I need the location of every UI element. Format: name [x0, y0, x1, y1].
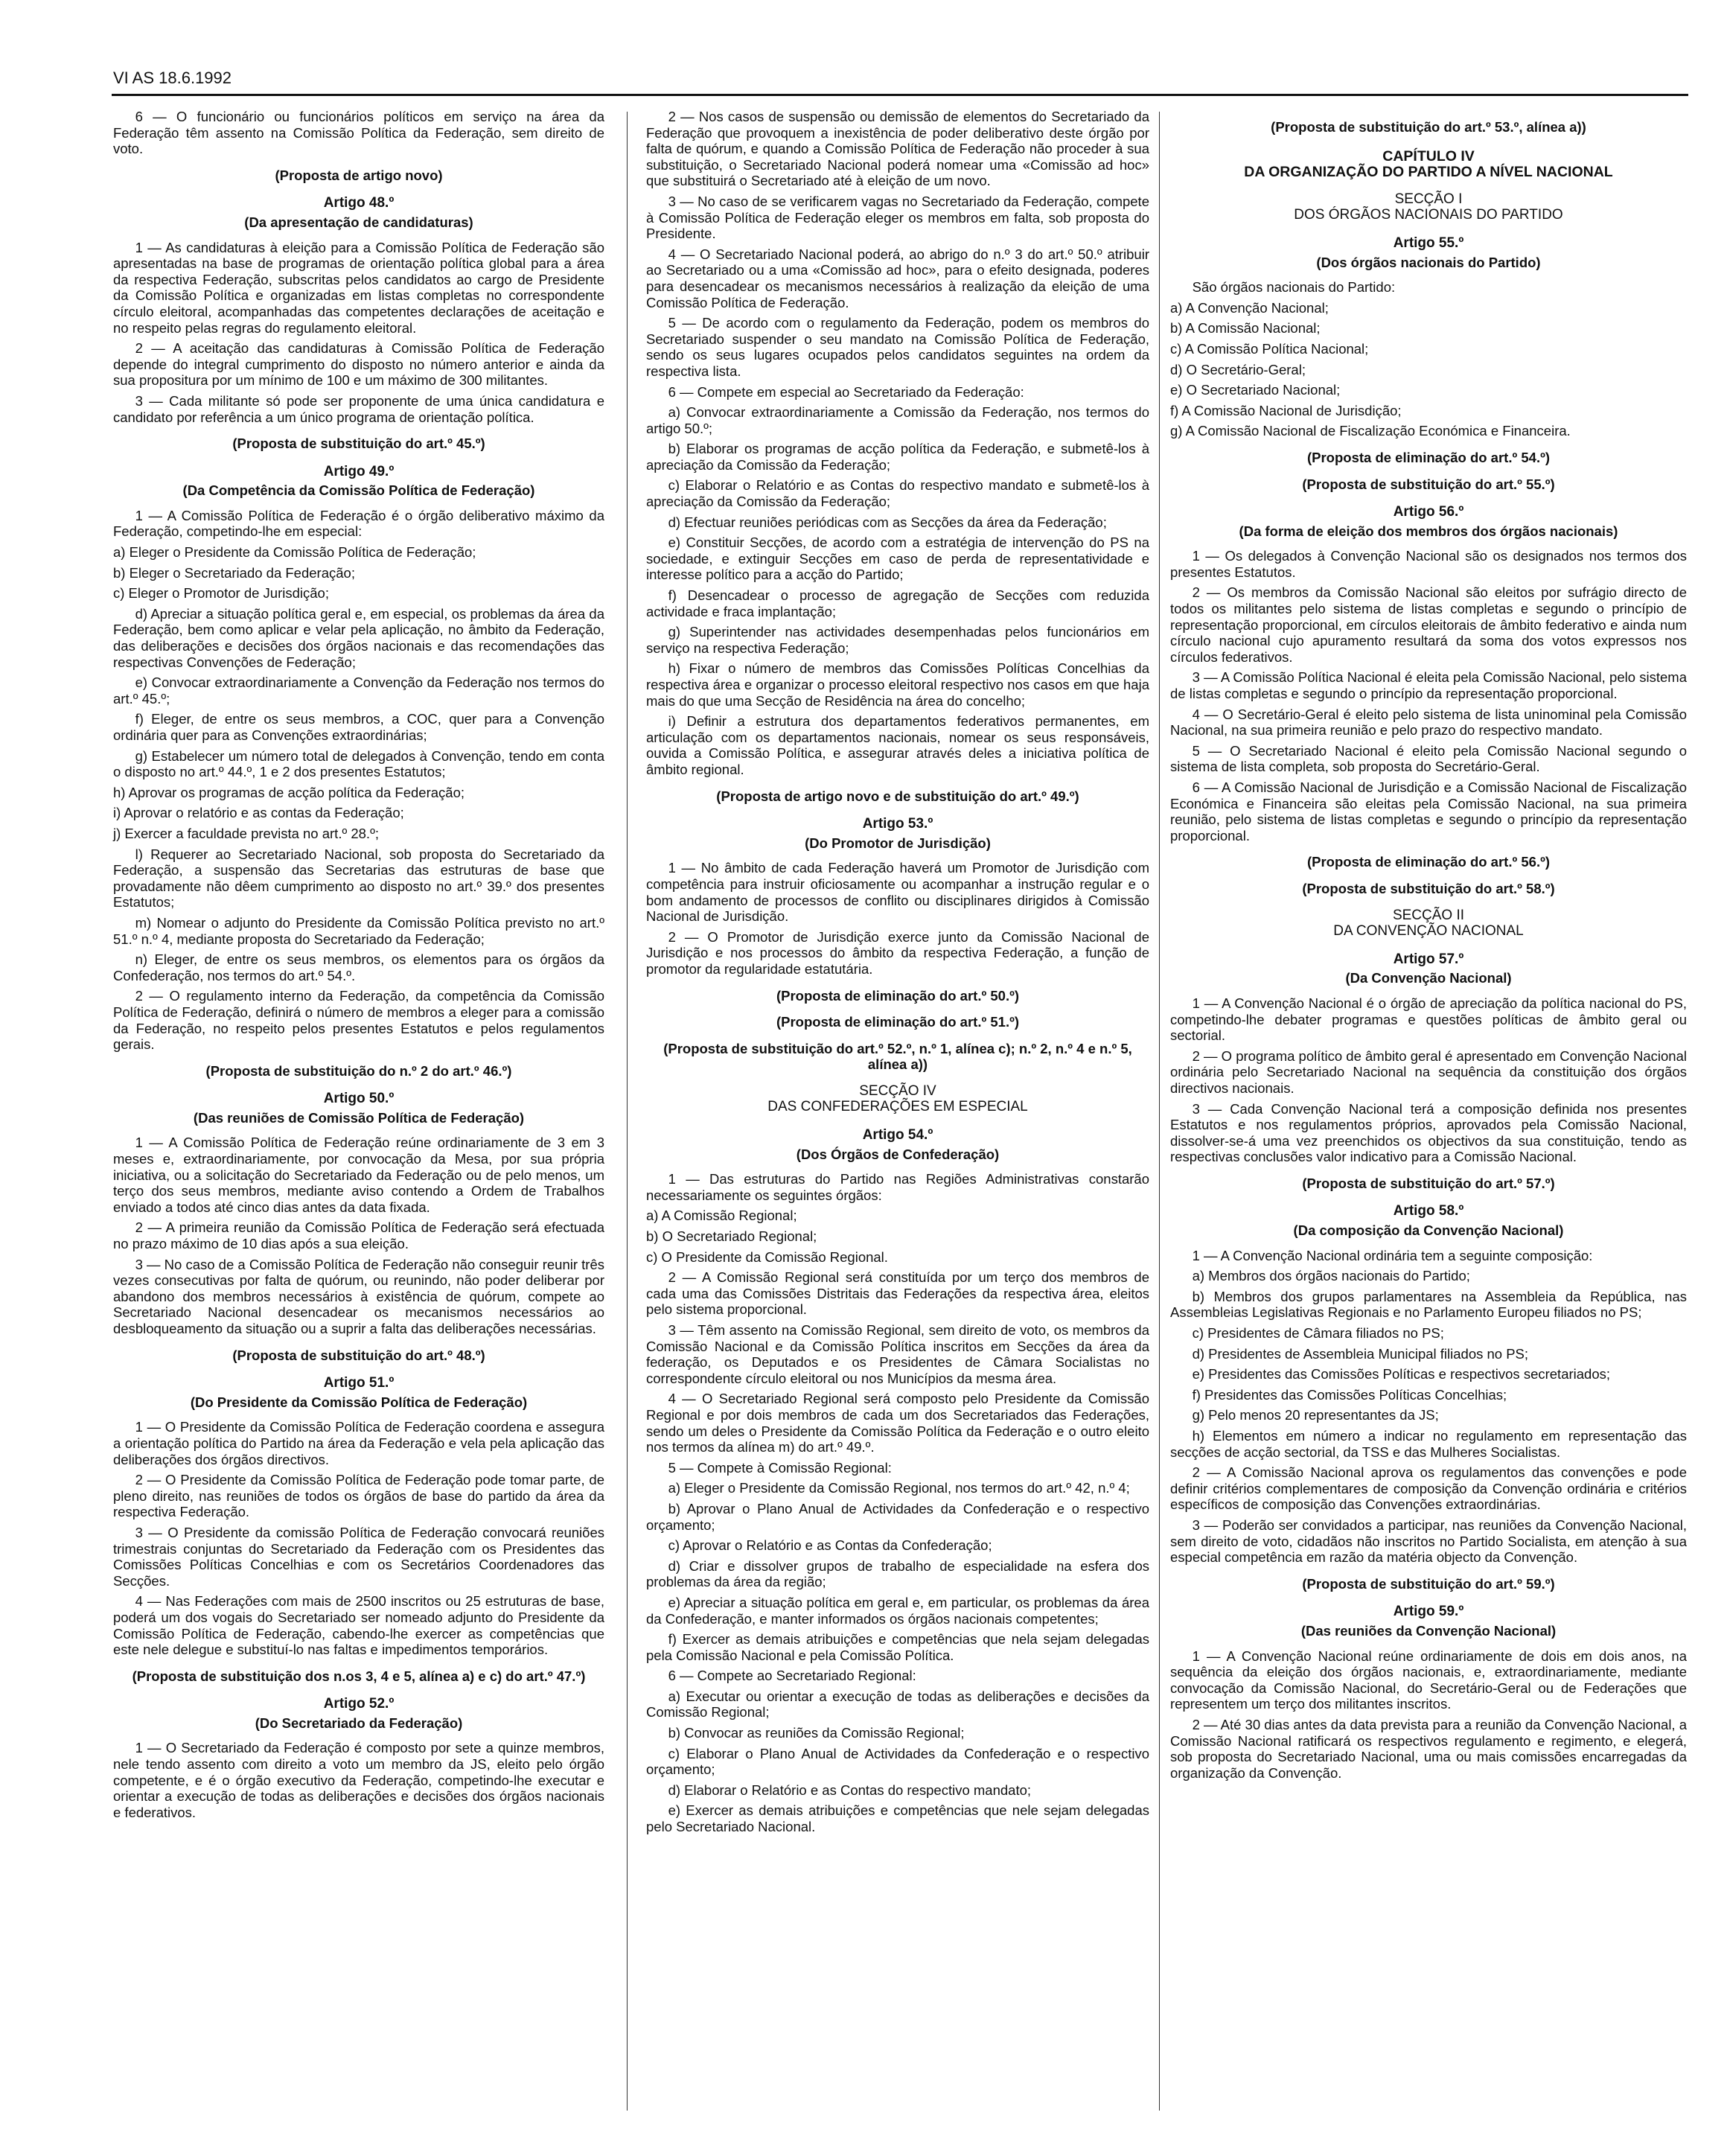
- list-item: b) A Comissão Nacional;: [1170, 320, 1321, 337]
- section-title: SECÇÃO IV: [859, 1082, 936, 1099]
- list-item: c) Eleger o Promotor de Jurisdição;: [113, 585, 329, 602]
- paragraph: 1 — Os delegados à Convenção Nacional são os designados nos termos dos presentes Estatutos.: [1170, 548, 1687, 580]
- paragraph: d) Presidentes de Assembleia Municipal filiados no PS;: [1192, 1345, 1529, 1362]
- paragraph: 1 — A Comissão Política de Federação reúne ordinariamente de 3 em 3 meses e, extraordinariamente, por convocação da Mesa, por sua própria iniciativa, ou a solicitação do Secretariado da Federação ou de pelo menos, um terço dos seus membros, mediante aviso contendo a Ordem de Trabalhos enviado a todos até cinco dias antes da data fixada.: [113, 1135, 604, 1215]
- paragraph: f) Exercer as demais atribuições e competências que nela sejam delegadas pela Comissão Nacional e pela Comissão Política.: [646, 1631, 1149, 1663]
- paragraph: f) Desencadear o processo de agregação de Secções com reduzida actividade e fraca implantação;: [646, 587, 1149, 619]
- paragraph: 6 — A Comissão Nacional de Jurisdição e a Comissão Nacional de Fiscalização Económica e Financeira são eleitas pela Comissão Nacional, na sua primeira reunião, pelo sistema de listas completas e segundo o princípio da representação proporcional.: [1170, 779, 1687, 843]
- proposal-heading: (Proposta de substituição do art.º 45.º): [232, 436, 485, 452]
- article-title: Artigo 55.º: [1393, 235, 1464, 251]
- article-subtitle: (Da Competência da Comissão Política de Federação): [182, 482, 535, 499]
- text-column-1: [113, 109, 604, 1825]
- paragraph: 6 — Compete ao Secretariado Regional:: [668, 1668, 916, 1684]
- column-divider: [1159, 112, 1160, 2111]
- paragraph: 4 — Nas Federações com mais de 2500 inscritos ou 25 estruturas de base, poderá um dos vogais do Secretariado ser nomeado adjunto do Presidente da Comissão Política de Federação, cabendo-lhe exercer as competências que este nele delegue e substituí-lo nas faltas e impedimentos temporários.: [113, 1593, 604, 1658]
- paragraph: 1 — No âmbito de cada Federação haverá um Promotor de Jurisdição com competência para instruir oficiosamente ou acompanhar a instrução regular e o bom andamento de processos de conflito ou disciplinares dirigidos à Comissão Nacional de Jurisdição.: [646, 860, 1149, 925]
- paragraph: d) Criar e dissolver grupos de trabalho de especialidade na esfera dos problemas da área da região;: [646, 1557, 1149, 1590]
- proposal-heading: (Proposta de substituição dos n.os 3, 4 e 5, alínea a) e c) do art.º 47.º): [132, 1668, 586, 1684]
- paragraph: i) Definir a estrutura dos departamentos federativos permanentes, em articulação com os departamentos nacionais, nomear os seus responsáveis, ouvida a Comissão Política, e assegurar através deles a iniciativa política de âmbito regional.: [646, 713, 1149, 777]
- paragraph: São órgãos nacionais do Partido:: [1192, 279, 1396, 296]
- paragraph: 3 — No caso de a Comissão Política de Federação não conseguir reunir três vezes consecutivas por falta de quórum, ou reunindo, não poder deliberar por abandono dos membros necessários à existência de quórum, compete ao Secretariado Nacional desencadear os mecanismos necessários ao desbloqueamento da situação ou a suprir a falta das deliberações necessárias.: [113, 1256, 604, 1336]
- list-item: a) Eleger o Presidente da Comissão Política de Federação;: [113, 544, 476, 561]
- article-title: Artigo 56.º: [1393, 504, 1464, 520]
- list-item: e) O Secretariado Nacional;: [1170, 382, 1341, 398]
- proposal-heading: (Proposta de eliminação do art.º 56.º): [1306, 854, 1551, 870]
- list-item: d) O Secretário-Geral;: [1170, 361, 1306, 377]
- section-title: SECÇÃO I: [1394, 191, 1463, 207]
- paragraph: 3 — No caso de se verificarem vagas no Secretariado da Federação, compete à Comissão Política de Federação eleger os membros em falta, sob proposta do Presidente.: [646, 193, 1149, 242]
- paragraph: g) Superintender nas actividades desempenhadas pelos funcionários em serviço na respectiva Federação;: [646, 624, 1149, 656]
- paragraph: 5 — O Secretariado Nacional é eleito pela Comissão Nacional segundo o sistema de lista completa, sob proposta do Secretário-Geral.: [1170, 742, 1687, 775]
- paragraph: 6 — O funcionário ou funcionários políticos em serviço na área da Federação têm assento na Comissão Política da Federação, sem direito de voto.: [113, 109, 604, 157]
- paragraph: 2 — O programa político de âmbito geral é apresentado em Convenção Nacional ordinária pelo Secretariado Nacional na sequência da constituição dos órgãos directivos nacionais.: [1170, 1047, 1687, 1096]
- proposal-heading: (Proposta de eliminação do art.º 50.º): [776, 987, 1020, 1004]
- proposal-heading: (Proposta de eliminação do art.º 54.º): [1306, 449, 1551, 465]
- page-header: VI AS 18.6.1992: [113, 68, 232, 87]
- paragraph: b) Elaborar os programas de acção política da Federação, e submetê-los à apreciação da Comissão da Federação;: [646, 441, 1149, 473]
- paragraph: m) Nomear o adjunto do Presidente da Comissão Política previsto no art.º 51.º n.º 4, mediante proposta do Secretariado da Federação;: [113, 914, 604, 947]
- paragraph: e) Presidentes das Comissões Políticas e respectivos secretariados;: [1192, 1366, 1611, 1382]
- paragraph: 3 — Cada militante só pode ser proponente de uma única candidatura e candidato por referência a um único programa de orientação política.: [113, 392, 604, 425]
- paragraph: b) Aprovar o Plano Anual de Actividades da Confederação e o respectivo orçamento;: [646, 1500, 1149, 1533]
- section-subtitle: DOS ÓRGÃOS NACIONAIS DO PARTIDO: [1294, 207, 1563, 223]
- paragraph: h) Elementos em número a indicar no regulamento em representação das secções de acção sectorial, da TSS e das Mulheres Socialistas.: [1170, 1428, 1687, 1460]
- list-item: a) A Comissão Regional;: [646, 1208, 797, 1224]
- article-subtitle: (Das reuniões de Comissão Política de Federação): [193, 1109, 525, 1126]
- paragraph: g) Estabelecer um número total de delegados à Convenção, tendo em conta o disposto no art.º 44.º, 1 e 2 dos presentes Estatutos;: [113, 747, 604, 780]
- proposal-heading: (Proposta de eliminação do art.º 51.º): [776, 1014, 1020, 1030]
- paragraph: a) Membros dos órgãos nacionais do Partido;: [1192, 1268, 1470, 1284]
- paragraph: f) Eleger, de entre os seus membros, a COC, quer para a Convenção ordinária quer para as Convenções extraordinárias;: [113, 711, 604, 743]
- paragraph: 1 — A Convenção Nacional é o órgão de apreciação da política nacional do PS, competindo-lhe debater programas e questões políticas de âmbito geral ou sectorial.: [1170, 995, 1687, 1044]
- paragraph: 2 — A primeira reunião da Comissão Política de Federação será efectuada no prazo máximo de 10 dias após a sua eleição.: [113, 1219, 604, 1252]
- paragraph: 2 — A Comissão Nacional aprova os regulamentos das convenções e pode definir critérios complementares de composição da Convenção ordinária e critérios específicos de composição das Convenções extraordinárias.: [1170, 1464, 1687, 1513]
- list-item: f) A Comissão Nacional de Jurisdição;: [1170, 402, 1402, 418]
- paragraph: 3 — O Presidente da comissão Política de Federação convocará reuniões trimestrais conjuntas do Secretariado da Federação com os Presidentes das Comissões Políticas Concelhias e com os Secretários Coordenadores das Secções.: [113, 1524, 604, 1589]
- paragraph: b) Convocar as reuniões da Comissão Regional;: [668, 1725, 965, 1741]
- list-item: c) A Comissão Política Nacional;: [1170, 340, 1369, 357]
- text-column-3: [1170, 109, 1687, 1785]
- article-title: Artigo 49.º: [323, 463, 395, 479]
- paragraph: 1 — A Convenção Nacional reúne ordinariamente de dois em dois anos, na sequência da eleição dos órgãos nacionais, e, extraordinariamente, mediante convocação da Comissão Nacional, do Secretário-Geral ou de Federações que representem um terço dos militantes inscritos.: [1170, 1648, 1687, 1712]
- text-column-2: [646, 109, 1149, 1840]
- paragraph: 1 — O Secretariado da Federação é composto por sete a quinze membros, nele tendo assento com direito a voto um membro da JS, eleito pelo órgão competente, e é o órgão executivo da Federação, competindo-lhe executar e orientar a execução de todas as deliberações e decisões dos órgãos nacionais e federativos.: [113, 1740, 604, 1820]
- proposal-heading: (Proposta de substituição do art.º 48.º): [232, 1347, 485, 1363]
- chapter-title: CAPÍTULO IV: [1382, 147, 1475, 165]
- article-subtitle: (Da composição da Convenção Nacional): [1293, 1222, 1564, 1239]
- paragraph: c) Elaborar o Relatório e as Contas do respectivo mandato e submetê-los à apreciação da Comissão da Federação;: [646, 477, 1149, 510]
- paragraph: 2 — O Presidente da Comissão Política de Federação pode tomar parte, de pleno direito, nas reuniões de todos os órgãos de base do partido da área da respectiva Federação.: [113, 1472, 604, 1520]
- article-title: Artigo 51.º: [323, 1375, 395, 1391]
- article-title: Artigo 50.º: [323, 1091, 395, 1107]
- column-divider: [627, 112, 628, 2111]
- paragraph: l) Requerer ao Secretariado Nacional, sob proposta do Secretariado da Federação, a suspensão das Secretarias das estruturas de base que provadamente não dêem cumprimento ao disposto no art.º 39.º dos presentes Estatutos;: [113, 846, 604, 910]
- paragraph: 1 — A Convenção Nacional ordinária tem a seguinte composição:: [1192, 1247, 1593, 1263]
- paragraph: 4 — O Secretário-Geral é eleito pelo sistema de lista uninominal pela Comissão Nacional, na sua primeira reunião e pelo prazo do respectivo mandato.: [1170, 706, 1687, 739]
- section-subtitle: DAS CONFEDERAÇÕES EM ESPECIAL: [767, 1099, 1028, 1115]
- article-title: Artigo 53.º: [862, 816, 933, 832]
- paragraph: 3 — A Comissão Política Nacional é eleita pela Comissão Nacional, pelo sistema de listas completas e segundo o princípio da representação proporcional.: [1170, 669, 1687, 702]
- article-subtitle: (Da apresentação de candidaturas): [244, 214, 473, 230]
- article-subtitle: (Das reuniões da Convenção Nacional): [1300, 1622, 1557, 1639]
- paragraph: e) Apreciar a situação política em geral e, em particular, os problemas da área da Confederação, e manter informados os órgãos nacionais competentes;: [646, 1594, 1149, 1627]
- chapter-subtitle: DA ORGANIZAÇÃO DO PARTIDO A NÍVEL NACIONAL: [1244, 164, 1613, 181]
- list-item: b) O Secretariado Regional;: [646, 1228, 817, 1245]
- article-subtitle: (Da forma de eleição dos membros dos órgãos nacionais): [1239, 523, 1618, 539]
- paragraph: 2 — Até 30 dias antes da data prevista para a reunião da Convenção Nacional, a Comissão Nacional ratificará os respectivos regulamento e regimento, e elegerá, sob proposta do Secretariado Nacional, uma ou mais comissões encarregadas da organização da Convenção.: [1170, 1716, 1687, 1781]
- paragraph: g) Pelo menos 20 representantes da JS;: [1192, 1407, 1439, 1423]
- paragraph: 5 — De acordo com o regulamento da Federação, podem os membros do Secretariado suspender o seu mandato na Comissão Política de Federação, sendo os seus lugares ocupados pelos candidatos seguintes na ordem da respectiva lista.: [646, 315, 1149, 379]
- proposal-heading: (Proposta de substituição do art.º 55.º): [1302, 476, 1555, 492]
- paragraph: 5 — Compete à Comissão Regional:: [668, 1459, 892, 1476]
- paragraph: 1 — As candidaturas à eleição para a Comissão Política de Federação são apresentadas na base de programas de orientação política global para a área da respectiva Federação, subscritas pelos candidatos ao cargo de Presidente da Comissão Política e organizadas em listas completas no correspondente círculo eleitoral, acompanhadas das competentes declarações de aceitação e no respeito pelas regras do regulamento eleitoral.: [113, 239, 604, 336]
- paragraph: 2 — A Comissão Regional será constituída por um terço dos membros de cada uma das Comissões Distritais das Federações da respectiva área, eleitos pelo sistema proporcional.: [646, 1269, 1149, 1318]
- article-subtitle: (Do Secretariado da Federação): [255, 1715, 463, 1731]
- paragraph: h) Fixar o número de membros das Comissões Políticas Concelhias da respectiva área e organizar o processo eleitoral respectivo nos casos em que haja mais do que uma Secção de Residência na área do concelho;: [646, 660, 1149, 709]
- paragraph: e) Constituir Secções, de acordo com a estratégia de intervenção do PS na sociedade, e extinguir Secções em caso de perda de representatividade e interesse político para a acção do Partido;: [646, 535, 1149, 583]
- list-item: h) Aprovar os programas de acção política da Federação;: [113, 784, 465, 800]
- paragraph: 2 — A aceitação das candidaturas à Comissão Política de Federação depende do integral cumprimento do disposto no número anterior e ainda da sua propositura por um mínimo de 100 e um máximo de 300 militantes.: [113, 340, 604, 389]
- article-subtitle: (Da Convenção Nacional): [1345, 970, 1512, 986]
- article-subtitle: (Dos Órgãos de Confederação): [796, 1146, 1000, 1162]
- paragraph: d) Apreciar a situação política geral e, em especial, os problemas da área da Federação, bem como aplicar e velar pela aplicação, no âmbito da Federação, das deliberações e decisões dos órgãos nacionais e das recomendações das respectivas Convenções de Federação;: [113, 605, 604, 670]
- article-title: Artigo 54.º: [862, 1127, 933, 1144]
- paragraph: a) Eleger o Presidente da Comissão Regional, nos termos do art.º 42, n.º 4;: [668, 1480, 1130, 1496]
- paragraph: f) Presidentes das Comissões Políticas Concelhias;: [1192, 1386, 1507, 1403]
- proposal-heading: (Proposta de substituição do art.º 57.º): [1302, 1175, 1555, 1191]
- article-title: Artigo 59.º: [1393, 1604, 1464, 1620]
- proposal-heading: (Proposta de substituição do art.º 53.º, alínea a)): [1271, 119, 1586, 135]
- list-item: j) Exercer a faculdade prevista no art.º 28.º;: [113, 825, 379, 841]
- paragraph: 2 — O Promotor de Jurisdição exerce junto da Comissão Nacional de Jurisdição e nos processos do âmbito da respectiva Federação, a função de promotor da regularidade estatutária.: [646, 928, 1149, 977]
- paragraph: 2 — O regulamento interno da Federação, da competência da Comissão Política de Federação, definirá o número de membros a eleger para a comissão da Federação, no respeito pelos presentes Estatutos e pelos regulamentos gerais.: [113, 988, 604, 1053]
- article-title: Artigo 57.º: [1393, 951, 1464, 967]
- list-item: c) O Presidente da Comissão Regional.: [646, 1248, 888, 1265]
- paragraph: e) Exercer as demais atribuições e competências que nele sejam delegadas pelo Secretariado Nacional.: [646, 1802, 1149, 1835]
- paragraph: d) Elaborar o Relatório e as Contas do respectivo mandato;: [668, 1782, 1032, 1798]
- paragraph: 1 — O Presidente da Comissão Política de Federação coordena e assegura a orientação política do Partido na área da Federação e vela pela aplicação das deliberações dos órgãos directivos.: [113, 1419, 604, 1467]
- paragraph: 4 — O Secretariado Regional será composto pelo Presidente da Comissão Regional e por dois membros de cada um dos Secretariados das Federações, sendo um deles o Presidente da Comissão Política da Federação e o outro eleito nos termos da alínea m) do art.º 49.º.: [646, 1391, 1149, 1455]
- list-item: a) A Convenção Nacional;: [1170, 299, 1329, 316]
- header-rule: [112, 94, 1688, 96]
- paragraph: a) Executar ou orientar a execução de todas as deliberações e decisões da Comissão Regional;: [646, 1688, 1149, 1720]
- article-title: Artigo 48.º: [323, 195, 395, 211]
- section-subtitle: DA CONVENÇÃO NACIONAL: [1333, 923, 1524, 940]
- article-title: Artigo 52.º: [323, 1696, 395, 1712]
- proposal-heading: (Proposta de artigo novo e de substituição do art.º 49.º): [716, 788, 1079, 804]
- list-item: g) A Comissão Nacional de Fiscalização Económica e Financeira.: [1170, 423, 1571, 439]
- paragraph: 2 — Nos casos de suspensão ou demissão de elementos do Secretariado da Federação que provoquem a inexistência de poder deliberativo deste órgão por falta de quórum, e quando a Comissão Política de Federação não proceder à sua substituição, o Secretariado Nacional poderá nomear uma «Comissão ad hoc» que substituirá o Secretariado até à eleição de um novo.: [646, 109, 1149, 189]
- article-subtitle: (Do Promotor de Jurisdição): [805, 835, 991, 851]
- article-title: Artigo 58.º: [1393, 1203, 1464, 1219]
- paragraph: b) Membros dos grupos parlamentares na Assembleia da República, nas Assembleias Legislativas Regionais e no Parlamento Europeu filiados no PS;: [1170, 1288, 1687, 1321]
- paragraph: n) Eleger, de entre os seus membros, os elementos para os órgãos da Confederação, nos termos do art.º 54.º.: [113, 951, 604, 983]
- proposal-heading: (Proposta de substituição do art.º 52.º, n.º 1, alínea c); n.º 2, n.º 4 e n.º 5, alínea a)): [663, 1040, 1132, 1073]
- paragraph: 1 — A Comissão Política de Federação é o órgão deliberativo máximo da Federação, competindo-lhe em especial:: [113, 507, 604, 540]
- paragraph: 1 — Das estruturas do Partido nas Regiões Administrativas constarão necessariamente os seguintes órgãos:: [646, 1171, 1149, 1203]
- list-item: b) Eleger o Secretariado da Federação;: [113, 564, 355, 581]
- paragraph: a) Convocar extraordinariamente a Comissão da Federação, nos termos do artigo 50.º;: [646, 404, 1149, 436]
- list-item: i) Aprovar o relatório e as contas da Federação;: [113, 805, 404, 821]
- paragraph: c) Aprovar o Relatório e as Contas da Confederação;: [668, 1537, 992, 1554]
- section-title: SECÇÃO II: [1392, 907, 1465, 923]
- article-subtitle: (Dos órgãos nacionais do Partido): [1316, 254, 1541, 270]
- paragraph: c) Elaborar o Plano Anual de Actividades da Confederação e o respectivo orçamento;: [646, 1745, 1149, 1778]
- proposal-heading: (Proposta de substituição do n.º 2 do art.º 46.º): [205, 1062, 512, 1079]
- paragraph: 6 — Compete em especial ao Secretariado da Federação:: [668, 383, 1024, 400]
- proposal-heading: (Proposta de artigo novo): [275, 167, 443, 183]
- paragraph: 2 — Os membros da Comissão Nacional são eleitos por sufrágio directo de todos os militantes pelo sistema de listas completas e segundo o princípio de representação proporcional, em círculos eleitorais de âmbito federativo e ainda num círculo nacional cujo apuramento resultará da soma dos votos expressos nos círculos federativos.: [1170, 584, 1687, 665]
- paragraph: 3 — Poderão ser convidados a participar, nas reuniões da Convenção Nacional, sem direito de voto, cidadãos não inscritos no Partido Socialista, em atenção à sua especial competência em razão da matéria objecto da Convenção.: [1170, 1516, 1687, 1566]
- paragraph: 3 — Cada Convenção Nacional terá a composição definida nos presentes Estatutos e nos regulamentos próprios, aprovados pela Comissão Nacional, dissolver-se-á uma vez preenchidos os objectivos da sua constituição, tendo as respectivas conclusões valor indicativo para a Comissão Nacional.: [1170, 1100, 1687, 1165]
- article-subtitle: (Do Presidente da Comissão Política de Federação): [190, 1394, 528, 1410]
- proposal-heading: (Proposta de substituição do art.º 59.º): [1302, 1575, 1555, 1592]
- proposal-heading: (Proposta de substituição do art.º 58.º): [1302, 880, 1555, 896]
- paragraph: d) Efectuar reuniões periódicas com as Secções da área da Federação;: [668, 514, 1107, 530]
- paragraph: e) Convocar extraordinariamente a Convenção da Federação nos termos do art.º 45.º;: [113, 674, 604, 707]
- paragraph: 3 — Têm assento na Comissão Regional, sem direito de voto, os membros da Comissão Nacional e da Comissão Política inscritos em Secções da área da federação, os Deputados e os Presidentes de Câmara Socialistas no correspondente círculo eleitoral ou nos Municípios da mesma área.: [646, 1322, 1149, 1386]
- paragraph: 4 — O Secretariado Nacional poderá, ao abrigo do n.º 3 do art.º 50.º atribuir ao Secretariado ou a uma «Comissão ad hoc», para o efeito designada, poderes para desencadear os mecanismos necessários à realização da eleição de uma Comissão Política de Federação.: [646, 246, 1149, 310]
- paragraph: c) Presidentes de Câmara filiados no PS;: [1192, 1325, 1444, 1342]
